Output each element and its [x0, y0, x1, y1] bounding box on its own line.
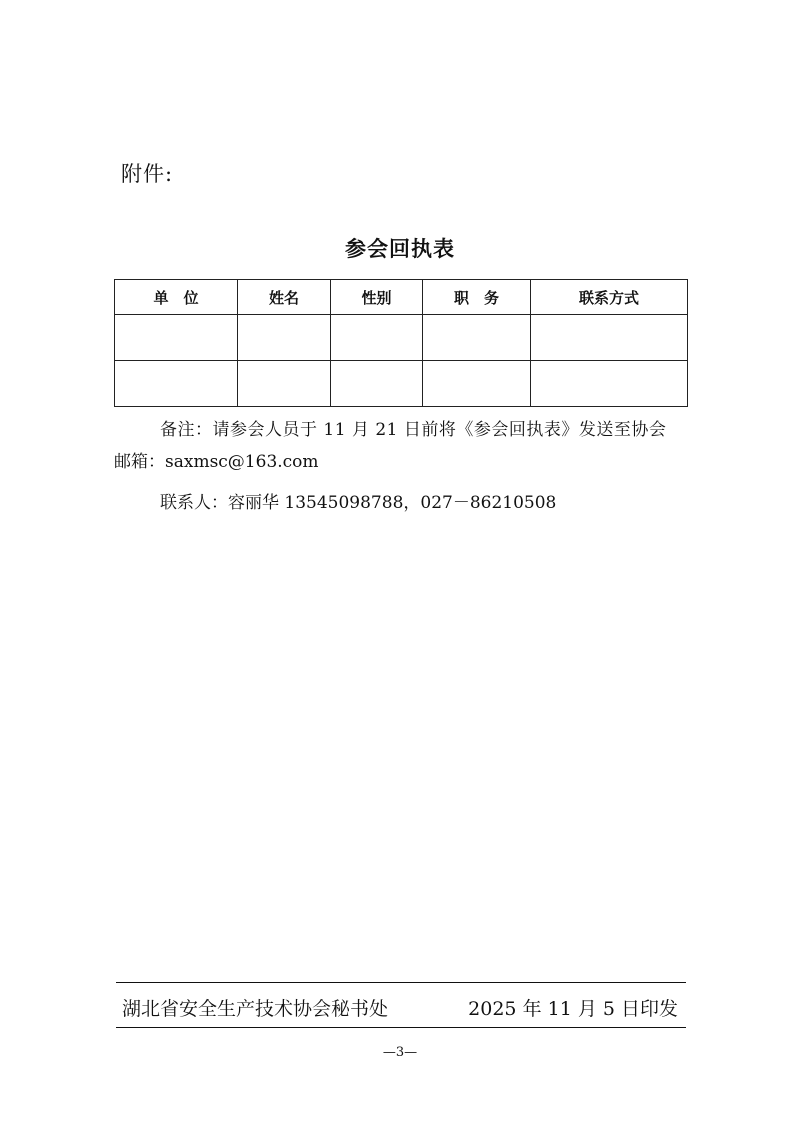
table-cell: [531, 315, 688, 361]
header-position: 职 务: [423, 280, 531, 315]
header-unit: 单 位: [115, 280, 238, 315]
form-title: 参会回执表: [345, 237, 455, 261]
table-cell: [115, 315, 238, 361]
table-cell: [423, 315, 531, 361]
table-cell: [531, 361, 688, 407]
footer-issue-date: 2025 年 11 月 5 日印发: [468, 998, 678, 1020]
attachment-label: 附件:: [121, 162, 174, 186]
table-cell: [238, 361, 331, 407]
table-cell: [423, 361, 531, 407]
notes-line-2: 邮箱：saxmsc@163.com: [114, 452, 319, 472]
footer-top-rule: [116, 982, 686, 983]
table-row: [115, 361, 688, 407]
table-cell: [115, 361, 238, 407]
header-name: 姓名: [238, 280, 331, 315]
footer-bottom-rule: [116, 1027, 686, 1028]
table-cell: [331, 315, 423, 361]
rsvp-table: [114, 279, 688, 407]
header-contact: 联系方式: [531, 280, 688, 315]
contact-line: 联系人：容丽华 13545098788，027－86210508: [160, 493, 557, 513]
table-cell: [331, 361, 423, 407]
notes: [114, 414, 694, 478]
header-gender: 性别: [331, 280, 423, 315]
notes-line-1: 备注：请参会人员于 11 月 21 日前将《参会回执表》发送至协会: [160, 420, 667, 440]
table-header-row: [115, 280, 688, 315]
footer-issuer: 湖北省安全生产技术协会秘书处: [122, 998, 389, 1020]
page-number: —3—: [382, 1045, 418, 1060]
table-cell: [238, 315, 331, 361]
table-row: [115, 315, 688, 361]
